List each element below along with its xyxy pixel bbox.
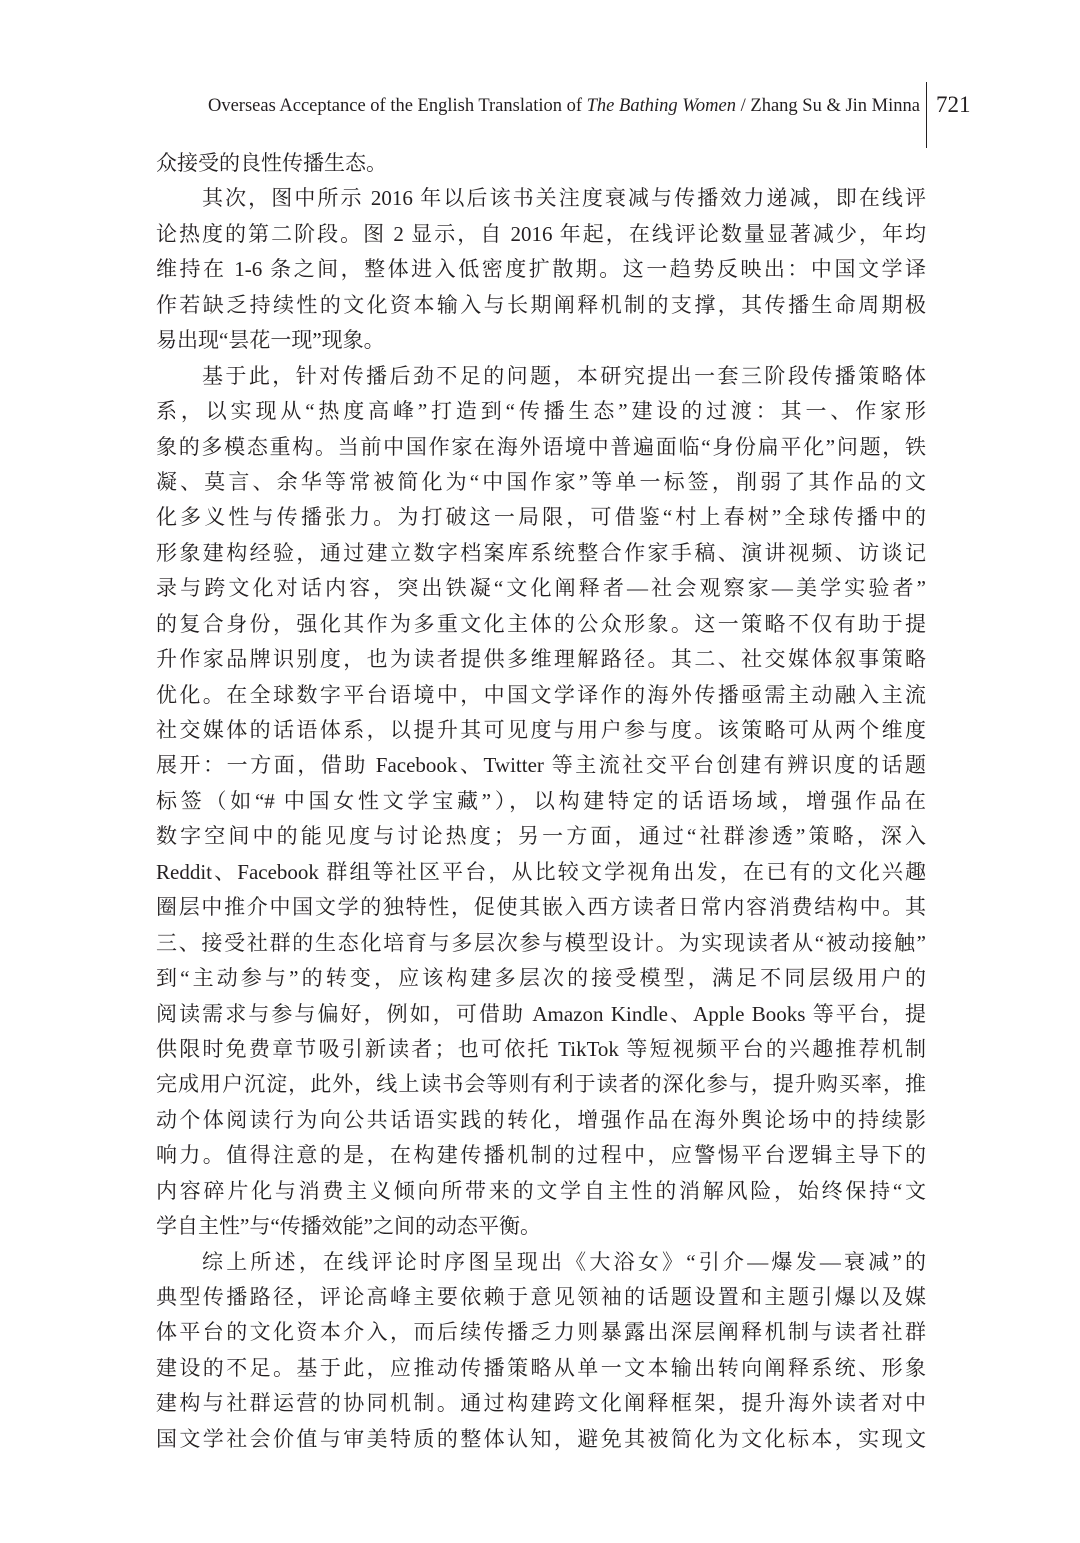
header-prefix: Overseas Acceptance of the English Translation of — [207, 96, 587, 116]
text-line: 的复合身份，强化其作为多重文化主体的公众形象。这一策略不仅有助于提 — [156, 611, 926, 636]
text-line: 易出现“昙花一现”现象。 — [156, 328, 385, 353]
text-line: 完成用户沉淀，此外，线上读书会等则有利于读者的深化参与，提升购买率，推 — [156, 1072, 926, 1097]
text-line: 建设的不足。基于此，应推动传播策略从单一文本输出转向阐释系统、形象 — [156, 1355, 926, 1380]
text-line: 圈层中推介中国文学的独特性，促使其嵌入西方读者日常内容消费结构中。其 — [156, 895, 926, 920]
body-text — [156, 146, 926, 1457]
text-line: 众接受的良性传播生态。 — [156, 151, 387, 175]
text-line: 供限时免费章节吸引新读者；也可依托 TikTok 等短视频平台的兴趣推荐机制 — [156, 1036, 926, 1061]
text-line: Reddit、Facebook 群组等社区平台，从比较文学视角出发，在已有的文化兴趣 — [156, 859, 926, 884]
text-line: 响力。值得注意的是，在构建传播机制的过程中，应警惕平台逻辑主导下的 — [156, 1143, 926, 1168]
text-line: 建构与社群运营的协同机制。通过构建跨文化阐释框架，提升海外读者对中 — [156, 1391, 926, 1416]
text-line: 升作家品牌识别度，也为读者提供多维理解路径。其二、社交媒体叙事策略 — [156, 647, 926, 672]
text-line: 动个体阅读行为向公共话语实践的转化，增强作品在海外舆论场中的持续影 — [156, 1107, 926, 1132]
text-line: 内容碎片化与消费主义倾向所带来的文学自主性的消解风险，始终保持“文 — [156, 1178, 926, 1203]
header-book-title: The Bathing Women — [586, 96, 737, 116]
text-line: 论热度的第二阶段。图 2 显示，自 2016 年起，在线评论数量显著减少，年均 — [156, 221, 926, 246]
text-line: 化多义性与传播张力。为打破这一局限，可借鉴“村上春树”全球传播中的 — [156, 505, 926, 530]
text-line: 其次，图中所示 2016 年以后该书关注度衰减与传播效力递减，即在线评 — [202, 186, 926, 211]
text-line: 象的多模态重构。当前中国作家在海外语境中普遍面临“身份扁平化”问题，铁 — [156, 434, 926, 459]
text-line: 标签（如“# 中国女性文学宝藏”），以构建特定的话语场域，增强作品在 — [156, 788, 926, 813]
text-line: 展开：一方面，借助 Facebook、Twitter 等主流社交平台创建有辨识度的话题 — [156, 753, 926, 778]
header-authors: / Zhang Su & Jin Minna — [736, 96, 920, 116]
text-line: 综上所述，在线评论时序图呈现出《大浴女》“引介—爆发—衰减”的 — [202, 1249, 926, 1274]
text-line: 到“主动参与”的转变，应该构建多层次的接受模型，满足不同层级用户的 — [156, 966, 926, 991]
text-line: 优化。在全球数字平台语境中，中国文学译作的海外传播亟需主动融入主流 — [156, 682, 926, 707]
text-line: 学自主性”与“传播效能”之间的动态平衡。 — [156, 1214, 541, 1239]
text-line: 阅读需求与参与偏好，例如，可借助 Amazon Kindle、Apple Books 等平台，提 — [156, 1001, 926, 1026]
text-line: 社交媒体的话语体系，以提升其可见度与用户参与度。该策略可从两个维度 — [156, 718, 926, 742]
header-divider — [926, 82, 927, 148]
text-line: 数字空间中的能见度与讨论热度；另一方面，通过“社群渗透”策略，深入 — [156, 824, 926, 849]
text-line: 系，以实现从“热度高峰”打造到“传播生态”建设的过渡：其一、作家形 — [156, 399, 926, 424]
page-number: 721 — [936, 92, 971, 117]
running-header — [180, 92, 920, 120]
text-line: 三、接受社群的生态化培育与多层次参与模型设计。为实现读者从“被动接触” — [156, 930, 926, 955]
text-line: 录与跨文化对话内容，突出铁凝“文化阐释者—社会观察家—美学实验者” — [156, 576, 926, 601]
text-line: 作若缺乏持续性的文化资本输入与长期阐释机制的支撑，其传播生命周期极 — [156, 292, 926, 317]
text-line: 体平台的文化资本介入，而后续传播乏力则暴露出深层阐释机制与读者社群 — [156, 1320, 926, 1345]
text-line: 形象建构经验，通过建立数字档案库系统整合作家手稿、演讲视频、访谈记 — [156, 540, 926, 565]
text-line: 凝、莫言、余华等常被简化为“中国作家”等单一标签，削弱了其作品的文 — [156, 469, 926, 494]
text-line: 维持在 1-6 条之间，整体进入低密度扩散期。这一趋势反映出：中国文学译 — [156, 257, 926, 282]
text-line: 基于此，针对传播后劲不足的问题，本研究提出一套三阶段传播策略体 — [202, 363, 926, 388]
text-line: 典型传播路径，评论高峰主要依赖于意见领袖的话题设置和主题引爆以及媒 — [156, 1285, 926, 1309]
text-line: 国文学社会价值与审美特质的整体认知，避免其被简化为文化标本，实现文 — [156, 1426, 926, 1451]
